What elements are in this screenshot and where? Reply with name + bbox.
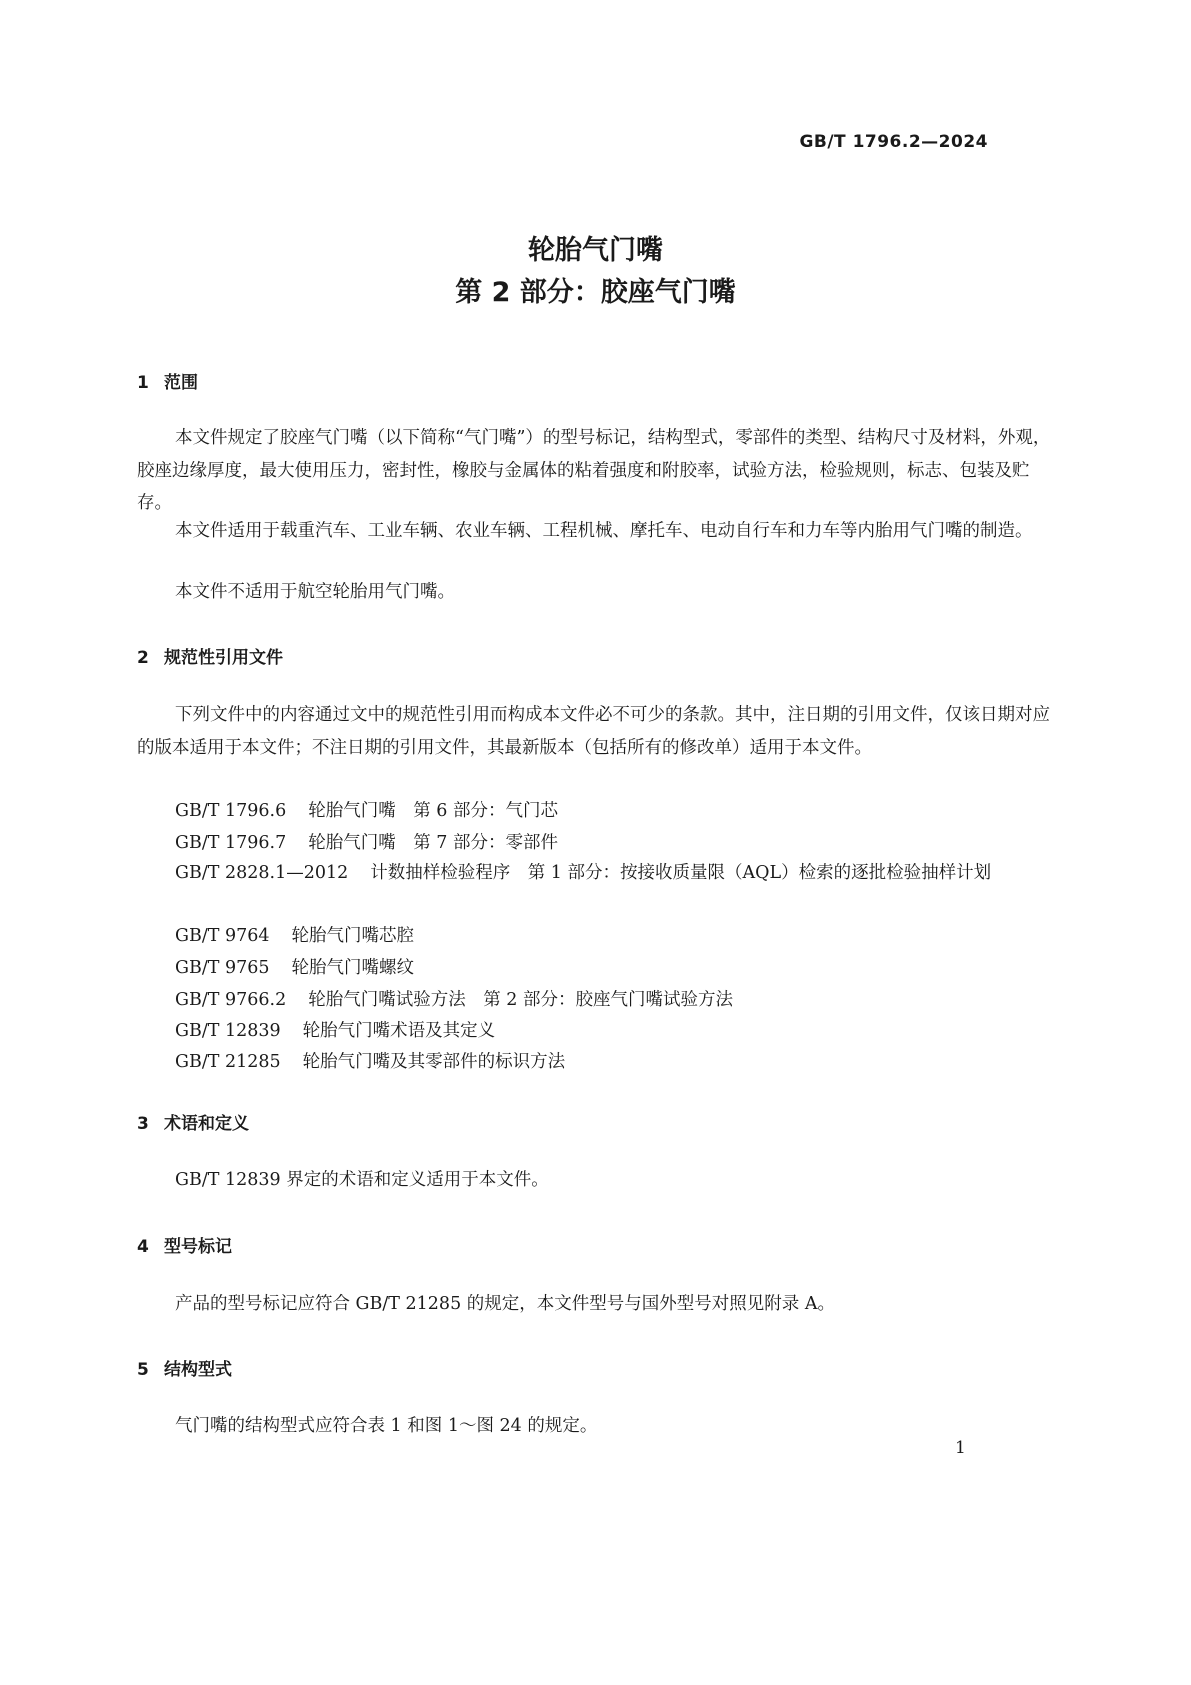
standard-number: GB/T 1796.2—2024 — [799, 132, 988, 152]
page-number: 1 — [955, 1438, 966, 1458]
section-number: 1 — [137, 373, 149, 393]
section-number: 5 — [137, 1360, 149, 1380]
section-heading-model-designation — [137, 1232, 232, 1257]
paragraph-text: 本文件不适用于航空轮胎用气门嘴。 — [175, 582, 455, 602]
reference-title: 轮胎气门嘴芯腔 — [291, 926, 415, 946]
document-subtitle: 第 2 部分：胶座气门嘴 — [455, 277, 736, 308]
reference-code: GB/T 1796.7 — [175, 833, 287, 853]
paragraph — [137, 515, 1057, 548]
section-heading-structure-type — [137, 1355, 232, 1380]
section-heading-normative-references — [137, 643, 283, 668]
document-title: 轮胎气门嘴 — [528, 235, 663, 266]
reference-title: 轮胎气门嘴螺纹 — [291, 958, 415, 978]
section-heading-scope — [137, 368, 198, 393]
section-title: 结构型式 — [164, 1360, 232, 1380]
section-title: 型号标记 — [164, 1237, 232, 1257]
reference-item — [175, 1017, 495, 1042]
paragraph: 产品的型号标记应符合 GB/T 21285 的规定，本文件型号与国外型号对照见附录 A。 — [175, 1294, 835, 1314]
paragraph: 气门嘴的结构型式应符合表 1 和图 1～图 24 的规定。 — [175, 1416, 598, 1436]
section-title: 范围 — [164, 373, 198, 393]
reference-code: GB/T 9764 — [175, 926, 270, 946]
section-heading-terms — [137, 1109, 249, 1134]
section-number: 4 — [137, 1237, 149, 1257]
paragraph — [137, 576, 1057, 609]
section-number: 2 — [137, 648, 149, 668]
reference-title: 轮胎气门嘴及其零部件的标识方法 — [302, 1052, 566, 1072]
reference-item — [175, 829, 558, 854]
reference-title: 轮胎气门嘴试验方法 第 2 部分：胶座气门嘴试验方法 — [308, 990, 733, 1010]
reference-code: GB/T 9766.2 — [175, 990, 287, 1010]
reference-title: 计数抽样检验程序 第 1 部分：按接收质量限（AQL）检索的逐批检验抽样计划 — [370, 863, 992, 883]
paragraph: GB/T 12839 界定的术语和定义适用于本文件。 — [175, 1170, 549, 1190]
paragraph-text: 本文件规定了胶座气门嘴（以下简称“气门嘴”）的型号标记，结构型式，零部件的类型、结构尺寸及材料，外观，胶座边缘厚度，最大使用压力，密封性，橡胶与金属体的粘着强度和附胶率，试验方法，检验规则，标志、包装及贮存。 — [137, 428, 1051, 513]
reference-item — [175, 954, 414, 979]
section-title: 规范性引用文件 — [164, 648, 283, 668]
reference-code: GB/T 12839 — [175, 1021, 281, 1041]
reference-title: 轮胎气门嘴术语及其定义 — [302, 1021, 496, 1041]
reference-item — [175, 922, 414, 947]
paragraph — [137, 422, 1057, 520]
paragraph — [137, 699, 1057, 764]
section-number: 3 — [137, 1114, 149, 1134]
reference-code: GB/T 2828.1—2012 — [175, 863, 349, 883]
reference-item — [175, 986, 733, 1011]
reference-code: GB/T 9765 — [175, 958, 270, 978]
reference-title: 轮胎气门嘴 第 7 部分：零部件 — [308, 833, 558, 853]
paragraph-text: 本文件适用于载重汽车、工业车辆、农业车辆、工程机械、摩托车、电动自行车和力车等内胎用气门嘴的制造。 — [175, 521, 1033, 541]
paragraph-text: 下列文件中的内容通过文中的规范性引用而构成本文件必不可少的条款。其中，注日期的引用文件，仅该日期对应的版本适用于本文件；不注日期的引用文件，其最新版本（包括所有的修改单）适用于本文件。 — [137, 705, 1050, 758]
reference-code: GB/T 1796.6 — [175, 801, 287, 821]
reference-item — [137, 857, 1057, 890]
reference-item — [175, 797, 558, 822]
reference-code: GB/T 21285 — [175, 1052, 281, 1072]
section-title: 术语和定义 — [164, 1114, 249, 1134]
reference-title: 轮胎气门嘴 第 6 部分：气门芯 — [308, 801, 558, 821]
reference-item — [175, 1048, 565, 1073]
